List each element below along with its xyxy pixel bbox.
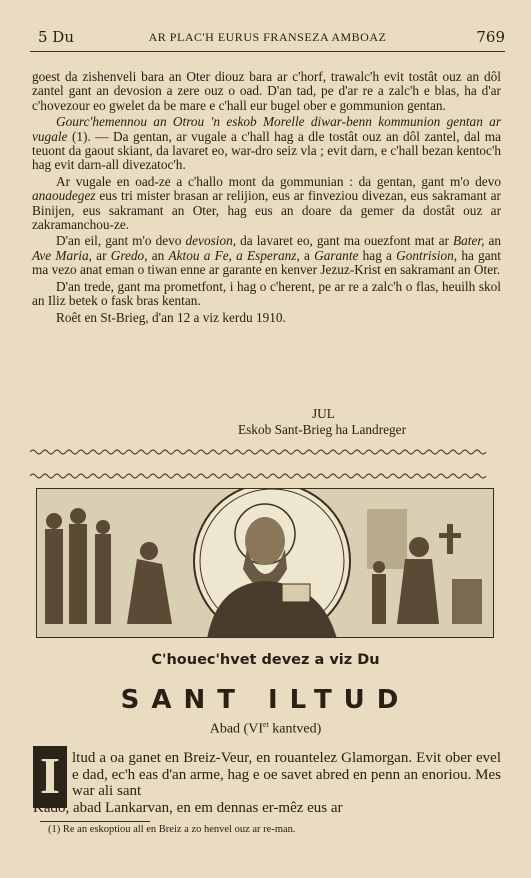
abad-text: Abad (VI: [209, 721, 263, 737]
letter-paragraph-3: [32, 175, 501, 233]
drop-cap: [33, 746, 67, 808]
page-number: 769: [476, 28, 505, 46]
ornamental-divider-bottom: [30, 472, 503, 480]
ornamental-divider-top: [30, 448, 503, 456]
date-heading: 5 Du: [38, 28, 74, 46]
saint-illustration: [36, 488, 494, 638]
italic-word: Ave Maria,: [32, 247, 92, 263]
italic-word: Bater,: [453, 233, 485, 249]
medallion-portrait: [194, 489, 350, 637]
letter-text: Ar vugale en oad-ze a c'hallo mont da gommunian : da gentan, gant m'o devo: [56, 173, 501, 189]
italic-word: Aktou a Fe, a Esperanz,: [168, 247, 300, 263]
page-header: [30, 28, 505, 50]
letter-text: hag a: [362, 247, 392, 263]
footnote: (1) Re an eskoptiou all en Breiz a zo henvel ouz ar re-man.: [48, 824, 296, 835]
letter-text: da lavaret eo, gant ma ouezfont mat ar: [240, 233, 449, 249]
letter-paragraph-4: [32, 234, 501, 277]
story-text-2: Kado, abad Lankarvan, en em dennas er-mêz eus ar: [33, 800, 343, 816]
italic-word: anaoudegez: [32, 188, 96, 204]
italic-heading: Gourc'hemennou an Otrou 'n eskob Morelle diwar-benn kommunion gentan ar vugale: [32, 114, 501, 144]
letter-paragraph-1: goest da zishenveli bara an Oter diouz bara ar c'horf, trawalc'h evit tostât ouz an dôl zantel gant an devosion a zere ouz o oad. D'an tad, pe d'ar re a zalc'h e blas, ha d'ar c'hovezour eo gwelet da be mare e c'hall eur bugel ober e gommunion gentan.: [32, 69, 501, 113]
bishop-letter: [32, 70, 501, 327]
letter-text: a: [304, 247, 310, 263]
letter-text: D'an eil, gant m'o devo: [56, 233, 182, 249]
signature-name: JUL: [312, 406, 335, 421]
letter-text: ar: [96, 247, 107, 263]
saint-name-title: SANT ILTUD: [120, 685, 411, 715]
italic-word: Garante: [314, 247, 359, 263]
header-rule: [30, 51, 505, 52]
feast-date-heading: C'houec'hvet devez a viz Du: [151, 652, 380, 668]
italic-word: devosion,: [185, 233, 237, 249]
century-suffix: et: [263, 720, 269, 729]
drop-cap-letter: I: [39, 748, 61, 805]
letter-paragraph-5: D'an trede, gant ma prometfont, i hag o c'herent, pe ar re a zalc'h o flas, heuilh skol an Iliz betek o fask bras kentan.: [32, 278, 501, 309]
story-text-1: ltud a oa ganet en Breiz-Veur, en rouantelez Glamorgan. Evit ober evel e dad, ec'h eas d'an arme, hag e oe savet abred en penn an enoriou. Mes war ali sant: [72, 750, 501, 799]
signature-title: Eskob Sant-Brieg ha Landreger: [238, 422, 407, 437]
letter-paragraph-2: [32, 115, 501, 173]
abad-text: kantved): [268, 721, 322, 737]
running-title: AR PLAC'H EURUS FRANSEZA AMBOAZ: [148, 30, 387, 44]
italic-word: Gontrision,: [396, 247, 458, 263]
saint-subtitle: [0, 720, 531, 738]
italic-word: Gredo,: [110, 247, 148, 263]
letter-text: an: [488, 233, 502, 249]
letter-text: (1). — Da gentan, ar vugale a c'hall hag a dle tostât ouz an dôl zantel, dal ma teuont da gaout skiant, da lavaret eo, war-dro seiz vla ; evit darn, e c'hall bezan kentoc'h hag evit darn-all divezatoc'h.: [32, 128, 501, 173]
letter-text: ha gant ma vezo anat eman o tiwan enne ar garante en kenver Jezuz-Krist en sakramant an Oter.: [32, 247, 501, 278]
footnote-rule: [40, 821, 150, 822]
given-date: Roêt en St-Brieg, d'an 12 a viz kerdu 1910.: [56, 309, 286, 325]
letter-text: eus tri mister brasan ar relijion, eus ar finveziou divezan, eus sakramant ar Binijen, eus sakramant an Oter, hag eus an doare da gemer da dostât ouz ar zakramanchou-ze.: [32, 188, 501, 233]
letter-text: an: [151, 247, 165, 263]
